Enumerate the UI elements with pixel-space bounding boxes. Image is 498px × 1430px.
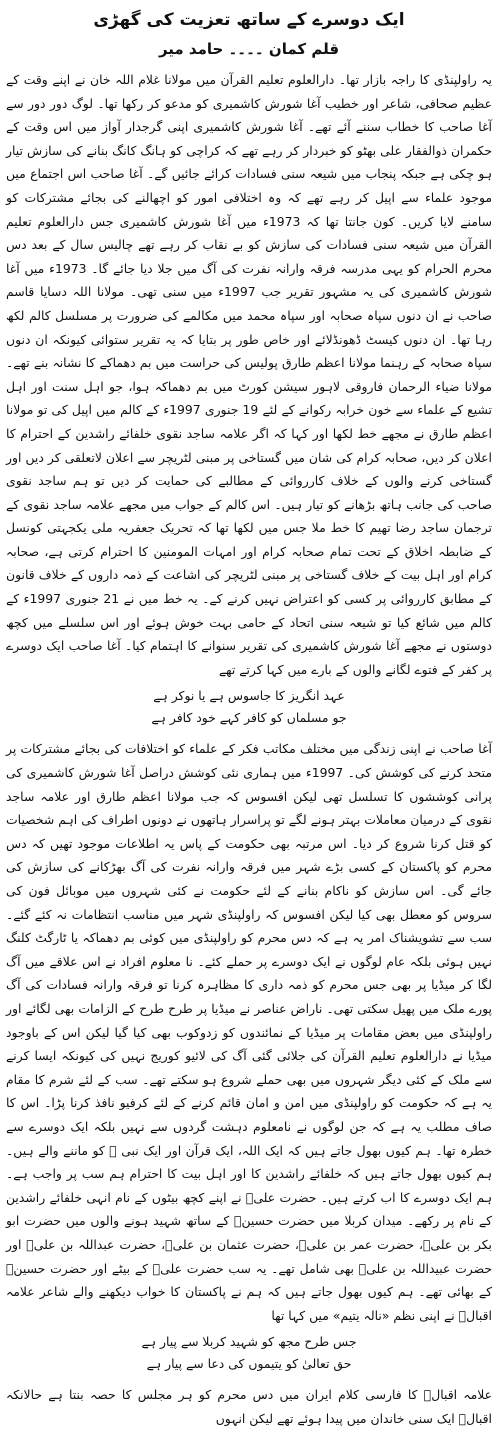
paragraph-1: یہ راولپنڈی کا راجہ بازار تھا۔ دارالعلوم تعلیم القرآن میں مولانا غلام اللہ خان نے اپنے وقت کے عظیم صحافی، شاعر اور خطیب آغا شورش کاشمیری کو مدعو کر رکھا تھا۔ لوگ دور دور سے آغا صاحب کا خطاب سننے آئے تھے۔ آغا شورش کاشمیری اپنی گرجدار آواز میں اس وقت کے حکمران ذوالفقار علی بھٹو کو خبردار کر رہے تھے کہ کراچی کو ہانگ کانگ بنانے کی سازش تیار ہو چکی ہے جبکہ پنجاب میں شیعہ سنی فسادات کرائے جائیں گے۔ آغا صاحب اس اجتماع میں موجود علماء سے اپیل کر رہے تھے کہ وہ اختلافی امور کو اچھالنے کی بجائے مشترکات کو سامنے لایا کریں۔ کون جانتا تھا کہ 1973ء میں آغا شورش کاشمیری جس دارالعلوم تعلیم القرآن میں شیعہ سنی فسادات کی سازش کو بے نقاب کر رہے تھے چالیس سال کے بعد دس محرم الحرام کو یہی مدرسہ فرقہ وارانہ نفرت کی آگ میں جلا دیا جائے گا۔ 1973ء میں آغا شورش کاشمیری کی یہ مشہور تقریر جب 1997ء میں سنی تھی۔ مولانا اللہ دسایا قاسم صاحب نے ان دنوں سپاہ صحابہ اور سپاہ محمد میں مکالمے کی ضرورت پر مسلسل کالم لکھ رہا تھا۔ ان دنوں کیسٹ ڈھونڈلائے اور خاص طور پر بتایا کہ یہ تقریر ستوائی کیونکہ ان دنوں سپاہ صحابہ کے رہنما مولانا اعظم طارق پولیس کی حراست میں بم دھماکے کا نشانہ بنے تھے۔ مولانا ضیاء الرحمان فاروقی لاہور سیشن کورٹ میں بم دھماکہ ہوا، جو اہل سنت اور اہل تشیع کے علماء سے خون خرابہ رکوانے کے لئے 19 جنوری 1997ء کے کالم میں اپیل کی تو مولانا اعظم طارق نے مجھے خط لکھا اور کہا کہ اگر علامہ ساجد نقوی خلفائے راشدین کے احترام کا اعلان کر دیں، صحابہ کرام کی شان میں گستاخی پر مبنی لٹریچر سے اعلان لاتعلقی کر دیں اور گستاخی کرنے والوں کے خلاف کارروائی کے مطالبے کی حمایت کر دیں تو ہم ساجد نقوی صاحب کی جانب ہاتھ بڑھانے کو تیار ہیں۔ اس کالم کے جواب میں مجھے علامہ ساجد نقوی کے ترجمان ساجد رضا تھیم کا خط ملا جس میں لکھا تھا کہ تحریک جعفریہ ملی یکجہتی کونسل کے ضابطہ اخلاق کے تحت تمام صحابہ کرام اور امہات المومنین کا احترام کرتی ہے، صحابہ کرام اور اہل بیت کے خلاف گستاخی پر مبنی لٹریچر کی اشاعت کے ذمہ داروں کے خلاف قانون کے مطابق کارروائی پر کسی کو اعتراض نہیں کرنے کے۔ یہ خط میں نے 21 جنوری 1997ء کے کالم میں شائع کیا تو شیعہ سنی اتحاد کے حامی بہت خوش ہوئے اور اس سلسلے میں کچھ دوستوں نے مجھے آغا شورش کاشمیری کی تقریر سنوانے کا اہتمام کیا۔ آغا صاحب ایک دوسرے پر کفر کے فتوے لگانے والوں کے بارے میں کہا کرتے تھے: [6, 72, 493, 677]
article-title: ایک دوسرے کے ساتھ تعزیت کی گھڑی: [93, 10, 405, 30]
couplet-1-line-2: جو مسلماں کو کافر کہے خود کافر ہے: [151, 710, 347, 726]
article-byline: قلم کمان ۔۔۔۔ حامد میر: [158, 40, 340, 58]
paragraph-3: علامہ اقبالؒ کا فارسی کلام ایران میں دس محرم کو ہر مجلس کا حصہ بنتا ہے حالانکہ اقبالؒ ایک سنی خاندان میں پیدا ہوئے تھے لیکن انہوں: [6, 1387, 492, 1426]
couplet-2-line-1: جس طرح مجھ کو شہید کربلا سے پیار ہے: [141, 1334, 357, 1350]
couplet-2-line-2: حق تعالیٰ کو یتیموں کی دعا سے پیار ہے: [146, 1356, 352, 1372]
paragraph-2: آغا صاحب نے اپنی زندگی میں مختلف مکاتب فکر کے علماء کو اختلافات کی بجائے مشترکات پر متحد کرنے کی کوشش کی۔ 1997ء میں ہماری نئی کوشش دراصل آغا شورش کاشمیری کی پرانی کوششوں کا تسلسل تھی لیکن افسوس کہ جب مولانا اعظم طارق اور علامہ ساجد نقوی کے درمیان معاملات بہتر ہونے لگے تو پراسرار ہاتھوں نے دونوں اطراف کی اہم شخصیات کو قتل کرنا شروع کر دیا۔ اس مرتبہ بھی حکومت کے پاس یہ اطلاعات موجود تھیں کہ دس محرم کو پاکستان کے کسی بڑے شہر میں فرقہ وارانہ نفرت کی آگ بھڑکانے کی سازش کی جائے گی۔ اس سازش کو ناکام بنانے کے لئے حکومت نے کئی شہروں میں موبائل فون کی سروس کو معطل بھی کیا لیکن افسوس کہ راولپنڈی شہر میں مناسب انتظامات نہ کئے گئے۔ سب سے تشویشناک امر یہ ہے کہ دس محرم کو راولپنڈی میں کوئی بم دھماکہ یا ٹارگٹ کلنگ نہیں ہوئی بلکہ عام لوگوں نے ایک دوسرے پر حملے کئے۔ نا معلوم افراد نے اس علاقے میں آگ لگا کر میڈیا پر بھی جس محرم کو ذمہ داری کا مظاہرہ کرنا تو فرقہ وارانہ فسادات کی آگ پورے ملک میں پھیل سکتی تھی۔ ناراض عناصر نے میڈیا پر طرح طرح کے الزامات بھی لگائے اور راولپنڈی میں بعض مقامات پر میڈیا کے نمائندوں کو زدوکوب بھی کیا گیا لیکن اس کے باوجود میڈیا نے دارالعلوم تعلیم القرآن کی جلائی گئی آگ کی لائیو کوریج نہیں کی کیونکہ ایسا کرنے سے ملک کے کئی دیگر شہروں میں بھی حملے شروع ہو سکتے تھے۔ سب کے لئے شرم کا مقام یہ ہے کہ حکومت کو راولپنڈی میں امن و امان قائم کرنے کے لئے کرفیو نافذ کرنا پڑا۔ اس کا صاف مطلب یہ ہے کہ جن لوگوں نے نامعلوم دہشت گردوں سے نہیں بلکہ ایک دوسرے سے خطرہ تھا۔ ہم کیوں بھول جاتے ہیں کہ ایک اللہ، ایک قرآن اور ایک نبی ﷺ کو ماننے والے ہیں۔ ہم کیوں بھول جاتے ہیں کہ خلفائے راشدین کا اور اہل بیت کا احترام ہم سب پر واجب ہے۔ ہم ایک دوسرے کا اب کرتے ہیں۔ حضرت علیؓ نے اپنے کچھ بیٹوں کے نام انہی خلفائے راشدین کے نام پر رکھے۔ میدان کربلا میں حضرت حسینؓ کے ساتھ شہید ہونے والوں میں حضرت ابو بکر بن علیؓ، حضرت عمر بن علیؓ، حضرت عثمان بن علیؓ، حضرت عبداللہ بن علیؓ اور حضرت عبیداللہ بن علیؓ بھی شامل تھے۔ یہ سب حضرت علیؓ کے بیٹے اور حضرت حسینؓ کے بھائی تھے۔ ہم کیوں بھول جاتے ہیں کہ ہم نے پاکستان کا خواب دیکھنے والے شاعر علامہ اقبالؒ نے اپنی نظم «نالہ یتیم» میں کہا تھا: [6, 741, 492, 1323]
couplet-1-line-1: عہد انگریز کا جاسوس ہے یا نوکر ہے: [153, 688, 345, 704]
couplet-2: [6, 1331, 492, 1375]
couplet-1: [6, 685, 492, 729]
